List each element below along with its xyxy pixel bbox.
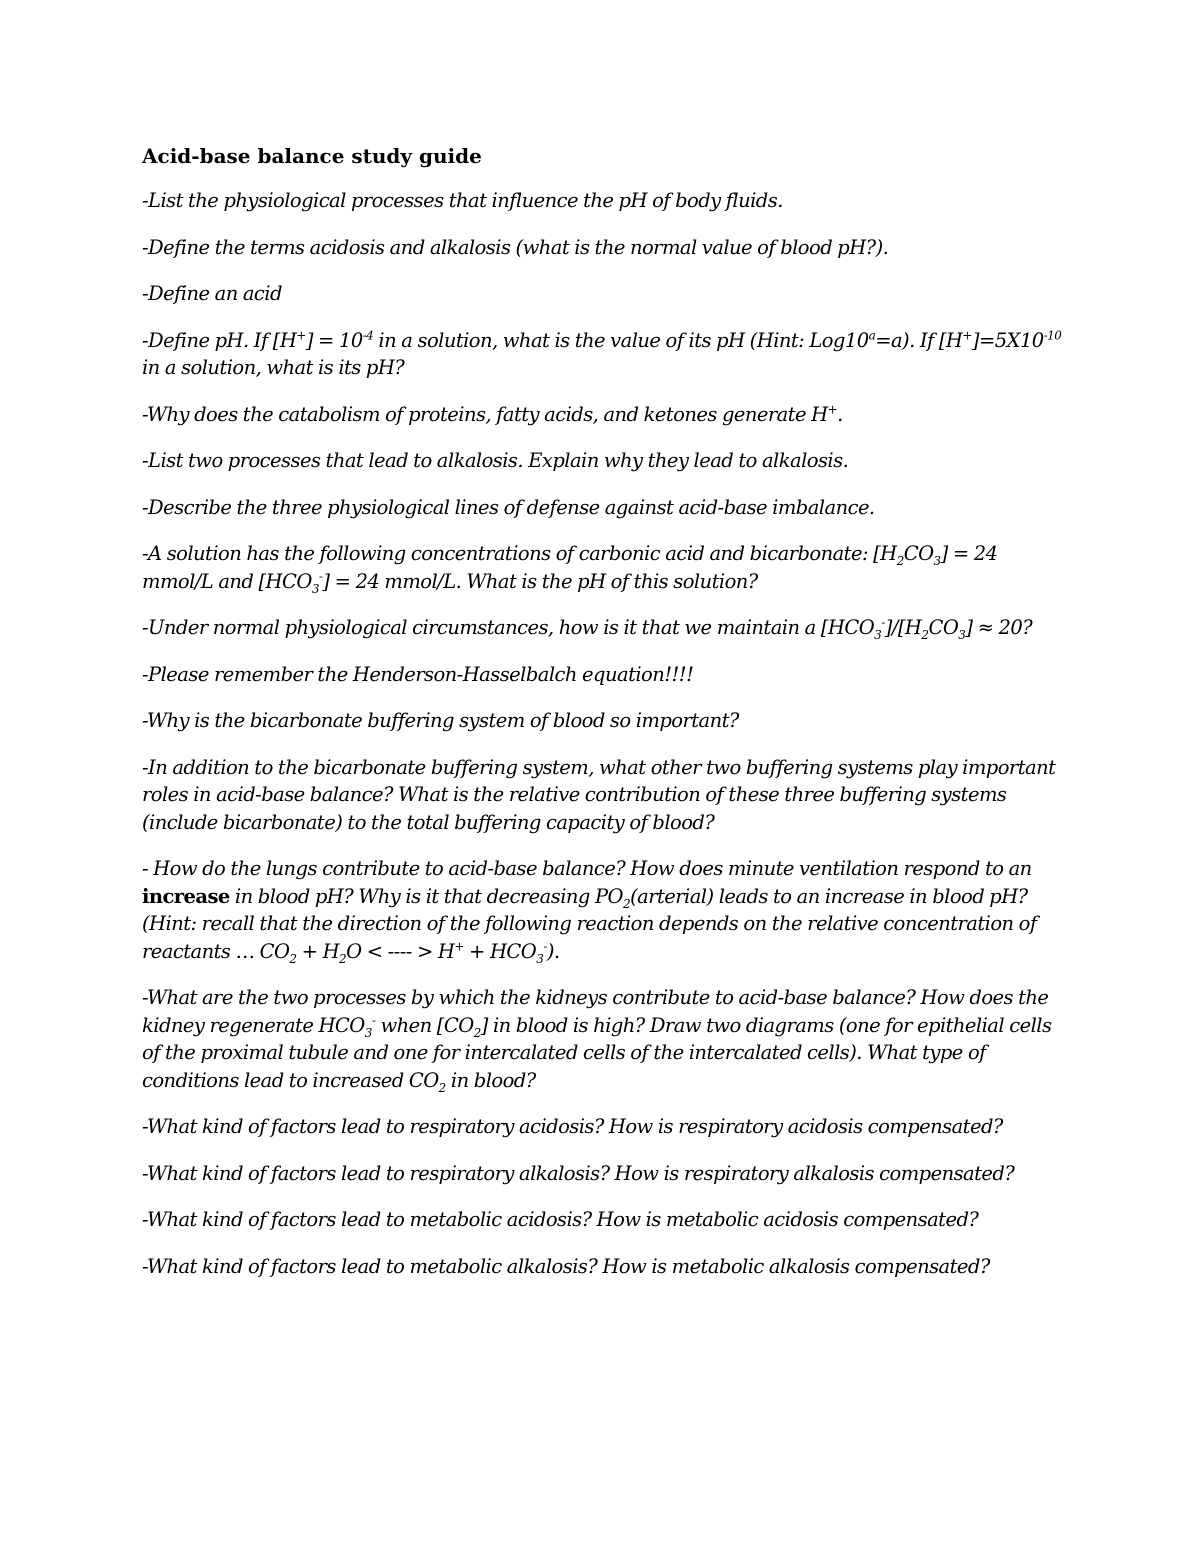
text-segment: ]=5X10 [971,328,1044,352]
superscript: -10 [1043,328,1062,342]
subscript: 2 [339,951,347,966]
text-segment: ] = 24 mmol/L and [HCO [142,542,998,593]
question-define-acid: -Define an acid [142,282,282,305]
question-acidosis-alkalosis: -Define the terms acidosis and alkalosis (what is the normal value of blood pH?). [142,235,889,259]
subscript: 2 [623,896,631,911]
note-henderson-hasselbalch: -Please remember the Henderson-Hasselbalch equation!!!! [142,662,694,686]
text-segment: . [837,402,843,426]
text-segment: -What are the two processes by which the kidneys contribute to acid-base balance? How does the kidney regenerate HCO [142,986,1049,1037]
text-segment: ] in blood is high? Draw two diagrams (one for epithelial cells of the proximal tubule and one for intercalated cells of the intercalated cells). What type of conditions lead to increased CO [142,1013,1052,1092]
question-alkalosis-processes: -List two processes that lead to alkalosis. Explain why they lead to alkalosis. [142,449,849,472]
subscript: 3 [874,627,882,642]
question-respiratory-acidosis: -What kind of factors lead to respiratory acidosis? How is respiratory acidosis compensated? [142,1115,1003,1138]
text-segment: (arterial) leads to an increase in blood pH? (Hint: recall that the direction of the following reaction depends on the relative concentration of reactants … CO [142,884,1037,963]
text-segment: in blood pH? Why is it that decreasing PO [229,884,623,908]
text-segment: - How do the lungs contribute to acid-base balance? How does minute ventilation respond to an [142,857,1032,880]
text-segment: CO [928,616,959,639]
text-segment: ] ≈ 20? [965,616,1033,639]
text-segment: -Why does the catabolism of proteins, fatty acids, and ketones generate H [142,402,828,426]
superscript: - [371,1013,376,1027]
text-segment: =a). If [H [875,328,963,352]
text-segment: in blood? [445,1068,536,1092]
superscript: - [543,939,547,953]
text-segment: in a solution, what is the value of its pH (Hint: Log10 [373,328,869,352]
superscript: + [962,328,972,342]
question-other-buffering-systems: -In addition to the bicarbonate buffering system, what other two buffering systems play important roles in acid-base balance? What is the relative contribution of these three buffering systems (include bicarbonate) to the total buffering capacity of blood? [142,755,1056,834]
document-title: Acid-base balance study guide [142,144,482,168]
question-lungs [142,855,1062,965]
text-segment: ] = 24 mmol/L. What is the pH of this solution? [322,569,758,593]
text-segment: ). [546,939,560,963]
question-define-ph [142,327,1062,382]
text-segment: -Under normal physiological circumstances, how is it that we maintain a [HCO [142,616,875,639]
text-segment: ] = 10 [305,328,363,352]
subscript: 3 [364,1025,372,1040]
question-bicarbonate-ratio [142,614,1062,642]
text-segment: + HCO [463,939,537,963]
question-respiratory-alkalosis: -What kind of factors lead to respiratory alkalosis? How is respiratory alkalosis compensated? [142,1161,1015,1185]
superscript: a [868,328,876,342]
subscript: 2 [473,1025,481,1040]
text-segment: in a solution, what is its pH? [142,356,405,379]
text-segment: + H [296,939,340,963]
question-kidneys [142,984,1062,1094]
question-metabolic-alkalosis: -What kind of factors lead to metabolic alkalosis? How is metabolic alkalosis compensated? [142,1254,990,1278]
question-catabolism [142,401,1062,429]
text-segment: CO [903,542,934,565]
subscript: 2 [921,627,929,642]
document-body [142,142,1062,1299]
subscript: 2 [896,553,904,568]
question-lines-of-defense: -Describe the three physiological lines of defense against acid-base imbalance. [142,495,875,519]
superscript: -4 [362,328,374,342]
text-segment: -A solution has the following concentrations of carbonic acid and bicarbonate: [H [142,542,897,565]
emphasis-increase: increase [142,884,230,908]
superscript: - [881,615,885,630]
question-bicarbonate-importance: -Why is the bicarbonate buffering system of blood so important? [142,709,739,732]
superscript: + [296,328,306,342]
text-segment: when [CO [375,1013,474,1037]
subscript: 3 [933,553,941,568]
subscript: 2 [438,1080,446,1095]
subscript: 3 [958,627,966,642]
question-metabolic-acidosis: -What kind of factors lead to metabolic acidosis? How is metabolic acidosis compensated? [142,1208,979,1231]
question-physiological-processes: -List the physiological processes that influence the pH of body fluids. [142,189,783,212]
question-solution-ph [142,540,1062,595]
superscript: - [318,569,323,583]
text-segment: ]/[H [884,616,922,639]
text-segment: -Define pH. If [H [142,328,297,352]
superscript: + [454,939,464,953]
subscript: 2 [289,951,297,966]
subscript: 3 [311,581,319,596]
subscript: 3 [536,951,544,966]
text-segment: O < ---- > H [346,939,455,963]
superscript: + [827,402,838,416]
